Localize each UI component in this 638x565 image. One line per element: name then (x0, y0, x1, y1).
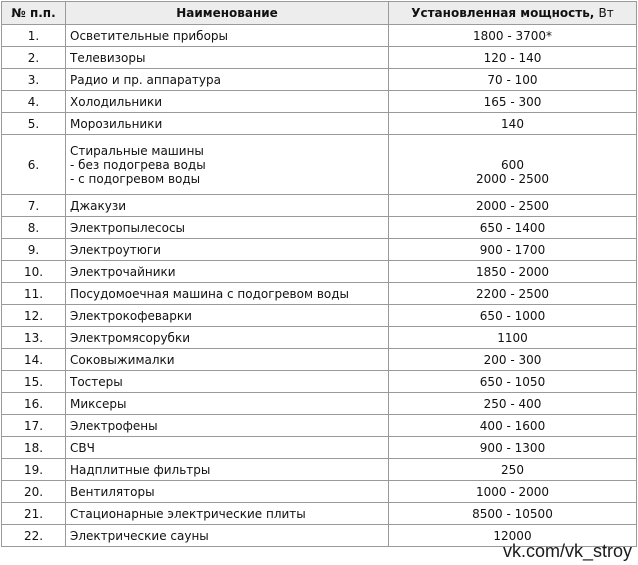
row-power: 1850 - 2000 (389, 261, 637, 283)
row-power: 1000 - 2000 (389, 481, 637, 503)
row-name: Телевизоры (66, 47, 389, 69)
row-num: 1. (2, 25, 66, 47)
row-power: 1800 - 3700* (389, 25, 637, 47)
row-num: 9. (2, 239, 66, 261)
row-name: Вентиляторы (66, 481, 389, 503)
row-name: Джакузи (66, 195, 389, 217)
row-name: Посудомоечная машина с подогревом воды (66, 283, 389, 305)
row-num: 13. (2, 327, 66, 349)
header-power-label: Установленная мощность, (411, 6, 595, 20)
row-num: 16. (2, 393, 66, 415)
row-num: 17. (2, 415, 66, 437)
row-name: Электропылесосы (66, 217, 389, 239)
row-name-line: - с подогревом воды (70, 171, 201, 186)
row-name: Осветительные приборы (66, 25, 389, 47)
row-num: 3. (2, 69, 66, 91)
row-power: 2000 - 2500 (389, 195, 637, 217)
row-num: 11. (2, 283, 66, 305)
row-name: Электрочайники (66, 261, 389, 283)
row-power: 650 - 1000 (389, 305, 637, 327)
table-row (2, 195, 637, 217)
row-power: 900 - 1700 (389, 239, 637, 261)
table-row (2, 261, 637, 283)
table-row (2, 481, 637, 503)
row-name: Надплитные фильтры (66, 459, 389, 481)
row-power: 250 (389, 459, 637, 481)
row-num: 22. (2, 525, 66, 547)
row-num: 8. (2, 217, 66, 239)
power-table (1, 1, 637, 547)
table-row (2, 503, 637, 525)
header-power (389, 2, 637, 25)
row-num: 14. (2, 349, 66, 371)
table-row-washing-machines (2, 135, 637, 195)
header-name: Наименование (66, 2, 389, 25)
row-name: Миксеры (66, 393, 389, 415)
row-name: Морозильники (66, 113, 389, 135)
row-name: Электроутюги (66, 239, 389, 261)
header-num: № п.п. (2, 2, 66, 25)
row-num: 15. (2, 371, 66, 393)
row-name: Электромясорубки (66, 327, 389, 349)
row-num: 10. (2, 261, 66, 283)
table-row (2, 415, 637, 437)
row-power-line: 2000 - 2500 (475, 171, 550, 186)
row-name: Стационарные электрические плиты (66, 503, 389, 525)
row-name: Соковыжималки (66, 349, 389, 371)
row-power: 8500 - 10500 (389, 503, 637, 525)
table-row (2, 349, 637, 371)
row-power: 400 - 1600 (389, 415, 637, 437)
row-name-line: - без подогрева воды (70, 157, 206, 172)
header-power-unit: Вт (598, 6, 614, 20)
row-power-multiline (389, 135, 637, 195)
table-row (2, 371, 637, 393)
row-power: 650 - 1050 (389, 371, 637, 393)
row-power: 12000 (389, 525, 637, 547)
row-power: 1100 (389, 327, 637, 349)
row-name-multiline (66, 135, 389, 195)
row-num: 12. (2, 305, 66, 327)
row-power-line: 600 (501, 157, 524, 172)
row-num: 6. (2, 135, 66, 195)
header-row (2, 2, 637, 25)
row-power: 900 - 1300 (389, 437, 637, 459)
row-num: 5. (2, 113, 66, 135)
row-power: 200 - 300 (389, 349, 637, 371)
table-row (2, 47, 637, 69)
row-power: 650 - 1400 (389, 217, 637, 239)
row-name: Радио и пр. аппаратура (66, 69, 389, 91)
row-num: 7. (2, 195, 66, 217)
row-num: 18. (2, 437, 66, 459)
row-power: 70 - 100 (389, 69, 637, 91)
row-num: 20. (2, 481, 66, 503)
row-num: 4. (2, 91, 66, 113)
row-num: 21. (2, 503, 66, 525)
row-name-line: Стиральные машины (70, 143, 204, 158)
table-row (2, 459, 637, 481)
table-row (2, 69, 637, 91)
row-power: 120 - 140 (389, 47, 637, 69)
table-row (2, 25, 637, 47)
table-row (2, 437, 637, 459)
row-name: Электрокофеварки (66, 305, 389, 327)
row-power: 165 - 300 (389, 91, 637, 113)
row-name: Тостеры (66, 371, 389, 393)
row-power: 140 (389, 113, 637, 135)
row-power: 250 - 400 (389, 393, 637, 415)
table-row (2, 393, 637, 415)
table-row (2, 217, 637, 239)
watermark-text: vk.com/vk_stroy (502, 541, 632, 561)
row-power: 2200 - 2500 (389, 283, 637, 305)
table-row (2, 305, 637, 327)
table-row (2, 113, 637, 135)
row-name: Электрофены (66, 415, 389, 437)
table-row (2, 327, 637, 349)
row-name: Электрические сауны (66, 525, 389, 547)
row-name: Холодильники (66, 91, 389, 113)
row-num: 19. (2, 459, 66, 481)
table-row (2, 283, 637, 305)
table-row (2, 91, 637, 113)
row-num: 2. (2, 47, 66, 69)
table-row (2, 239, 637, 261)
row-name: СВЧ (66, 437, 389, 459)
